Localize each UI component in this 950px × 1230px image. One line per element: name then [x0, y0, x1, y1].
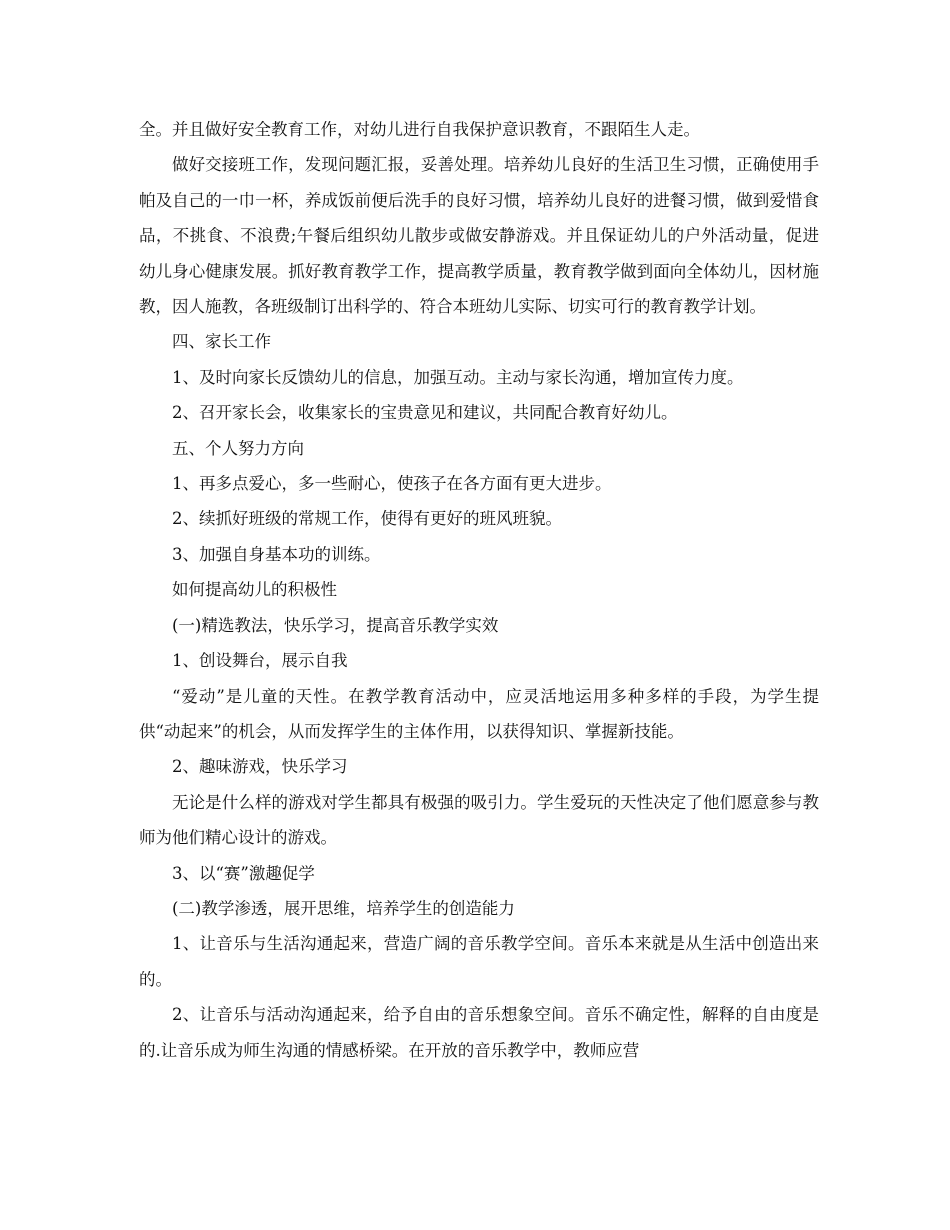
list-item: 1、再多点爱心，多一些耐心，使孩子在各方面有更大进步。: [172, 474, 612, 494]
paragraph: 全。并且做好安全教育工作，对幼儿进行自我保护意识教育，不跟陌生人走。: [139, 120, 700, 139]
list-item: 2、趣味游戏，快乐学习: [172, 757, 348, 777]
section-heading: 如何提高幼儿的积极性: [172, 580, 337, 600]
paragraph: “爱动”是儿童的天性。在教学教育活动中，应灵活地运用多种多样的手段，为学生提供“动起来”的机会，从而发挥学生的主体作用，以获得知识、掌握新技能。: [139, 686, 819, 741]
list-item: 3、加强自身基本功的训练。: [172, 544, 381, 564]
list-item: 2、召开家长会，收集家长的宝贵意见和建议，共同配合教育好幼儿。: [172, 403, 678, 423]
list-item: 3、以“赛”激趣促学: [172, 863, 315, 883]
paragraph: 无论是什么样的游戏对学生都具有极强的吸引力。学生爱玩的天性决定了他们愿意参与教师为他们精心设计的游戏。: [139, 792, 819, 848]
list-item: 2、让音乐与活动沟通起来，给予自由的音乐想象空间。音乐不确定性，解释的自由度是的.让音乐成为师生沟通的情感桥梁。在开放的音乐教学中，教师应营: [139, 1005, 819, 1060]
sub-heading: (二)教学渗透，展开思维，培养学生的创造能力: [172, 898, 515, 918]
section-heading: 四、家长工作: [172, 332, 271, 352]
list-item: 1、让音乐与生活沟通起来，营造广阔的音乐教学空间。音乐本来就是从生活中创造出来的。: [139, 934, 819, 989]
document-body: [139, 112, 819, 1068]
list-item: 1、及时向家长反馈幼儿的信息，加强互动。主动与家长沟通，增加宣传力度。: [172, 367, 744, 387]
sub-heading: (一)精选教法，快乐学习，提高音乐教学实效: [172, 615, 499, 635]
paragraph: 做好交接班工作，发现问题汇报，妥善处理。培养幼儿良好的生活卫生习惯，正确使用手帕及自己的一巾一杯，养成饭前便后洗手的良好习惯，培养幼儿良好的进餐习惯，做到爱惜食品，不挑食、不浪费;午餐后组织幼儿散步或做安静游戏。并且保证幼儿的户外活动量，促进幼儿身心健康发展。抓好教育教学工作，提高教学质量，教育教学做到面向全体幼儿，因材施教，因人施教，各班级制订出科学的、符合本班幼儿实际、切实可行的教育教学计划。: [139, 155, 819, 317]
list-item: 2、续抓好班级的常规工作，使得有更好的班风班貌。: [172, 509, 562, 529]
list-item: 1、创设舞台，展示自我: [172, 651, 348, 671]
section-heading: 五、个人努力方向: [172, 438, 304, 458]
